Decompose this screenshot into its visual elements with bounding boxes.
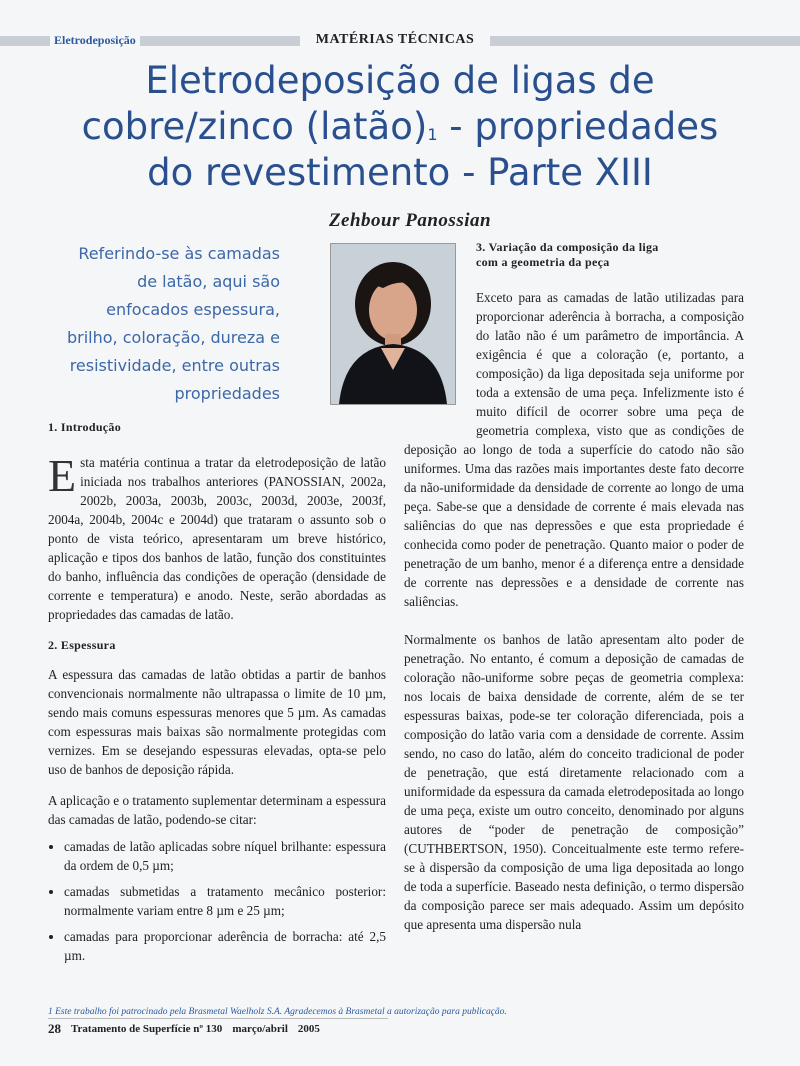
author-name: Zehbour Panossian [328, 210, 492, 231]
thickness-paragraph-2: A aplicação e o tratamento suplementar determinam a espessura das camadas de latão, podendo-se citar: [48, 793, 386, 827]
composition-paragraph-1: Exceto para as camadas de latão utilizadas para proporcionar aderência à borracha, a composição do latão não é um parâmetro de importância. A exigência é que a coloração (e, portanto, a composição) da liga depositada seja uniforme por toda a extensão de uma peça. Infelizmente isto é muito difícil de ocorrer sobre uma peça de geometria complexa, visto que as condições de deposição ao longo de toda a superfície do catodo não são uniformes. Uma das razões mais importantes deste fato decorre da não-uniformidade da densidade de corrente ao longo de uma peça. Sabe-se que a densidade de corrente é mais elevada nas saliências do que nas depressões e que esta propriedade é conhecida como poder de penetração. Quanto maior o poder de penetração de um banho, menor é a diferença entre a densidade de corrente nas depressões e a densidade de corrente nas saliências. [404, 290, 744, 609]
lead-line: de latão, aqui são [137, 272, 280, 291]
intro-paragraph [48, 450, 386, 624]
title-line-2a: cobre/zinco (latão) [81, 105, 428, 148]
composition-heading-line-2: com a geometria da peça [476, 255, 610, 269]
lead-line: enfocados espessura, [106, 300, 280, 319]
header-rule-left [0, 36, 300, 46]
section-heading-thickness: 2. Espessura [48, 638, 116, 652]
right-column [404, 240, 744, 934]
issue-year: 2005 [297, 1023, 320, 1035]
left-column [48, 420, 386, 972]
lead-line: Referindo-se às camadas [78, 244, 280, 263]
title-line-2b: - propriedades [437, 105, 719, 148]
category-label: MATÉRIAS TÉCNICAS [315, 32, 475, 47]
list-item: • camadas para proporcionar aderência de borracha: até 2,5 µm. [64, 927, 386, 965]
footnote-marker: 1 [427, 125, 438, 144]
footnote: 1 Este trabalho foi patrocinado pela Brasmetal Waelholz S.A. Agradecemos à Brasmetal a autorização para publicação. [48, 1007, 507, 1017]
lead-line: resistividade, entre outras [69, 356, 280, 375]
section-heading-composition [404, 240, 744, 270]
list-item: • camadas submetidas a tratamento mecânico posterior: normalmente variam entre 8 µm e 25 µm; [64, 882, 386, 920]
composition-heading-line-1: 3. Variação da composição da liga [476, 240, 659, 254]
thickness-paragraph-1: A espessura das camadas de latão obtidas a partir de banhos convencionais normalmente não ultrapassa o limite de 10 µm, sendo mais comuns espessuras menores que 5 µm. As camadas com espessuras mais baixas são normalmente protegidas com vernizes. Em se desejando espessuras elevadas, opta-se pelo uso de banhos de deposição rápida. [48, 667, 386, 777]
drop-cap: E [48, 450, 77, 501]
page-number: 28 [48, 1021, 61, 1036]
photo-wrap-spacer [404, 270, 476, 434]
list-item: • camadas de latão aplicadas sobre níquel brilhante: espessura da ordem de 0,5 µm; [64, 837, 386, 875]
header-rule-right [490, 36, 800, 46]
composition-paragraph-2: Normalmente os banhos de latão apresentam alto poder de penetração. No entanto, é comum a deposição de camadas de coloração não-uniforme sobre peças de geometria complexa: nos locais de baixa densidade de corrente, além de se ter espessuras baixas, pode-se ter coloração diferenciada, pois a composição do latão varia com a densidade de corrente. Assim sendo, no caso do latão, além do conceito tradicional de poder de penetração, que está diretamente relacionado com a uniformidade da espessura da camada eletrodepositada ao longo de uma peça, existe um outro conceito, denominado por alguns autores de “poder de penetração de composição” (CUTHBERTSON, 1950). Conceitualmente este termo refere-se à dispersão da composição de uma liga depositada ao longo de toda a superfície. Baseado nesta definição, o termo dispersão da composição parece ser mais adequado. Assim um depósito que apresenta uma dispersão nula [404, 632, 744, 932]
lead-text [40, 240, 280, 408]
section-label: Eletrodeposição [50, 33, 140, 48]
thickness-list [48, 837, 386, 965]
issue-months: março/abril [232, 1023, 288, 1035]
title-line-3: do revestimento - Parte XIII [147, 151, 653, 194]
lead-line: propriedades [174, 384, 280, 403]
page-footer [48, 1018, 388, 1039]
journal-name: Tratamento de Superfície nº 130 [71, 1023, 223, 1035]
intro-text: sta matéria continua a tratar da eletrodeposição de latão iniciada nos trabalhos anteriores (PANOSSIAN, 2002a, 2002b, 2003a, 2003b, 2003c, 2003d, 2003e, 2003f, 2004a, 2004b, 2004c e 2004d) que trataram o assunto sob o ponto de vista teórico, apresentaram um breve histórico, aplicação e tipos dos banhos de latão, função dos constituintes do banho, influência das condições de operação (densidade de corrente e temperatura) e anodo. Neste, serão abordadas as propriedades das camadas de latão. [48, 455, 386, 622]
article-title [20, 58, 780, 196]
lead-line: brilho, coloração, dureza e [67, 328, 280, 347]
section-heading-intro: 1. Introdução [48, 420, 122, 434]
title-line-1: Eletrodeposição de ligas de [145, 59, 655, 102]
